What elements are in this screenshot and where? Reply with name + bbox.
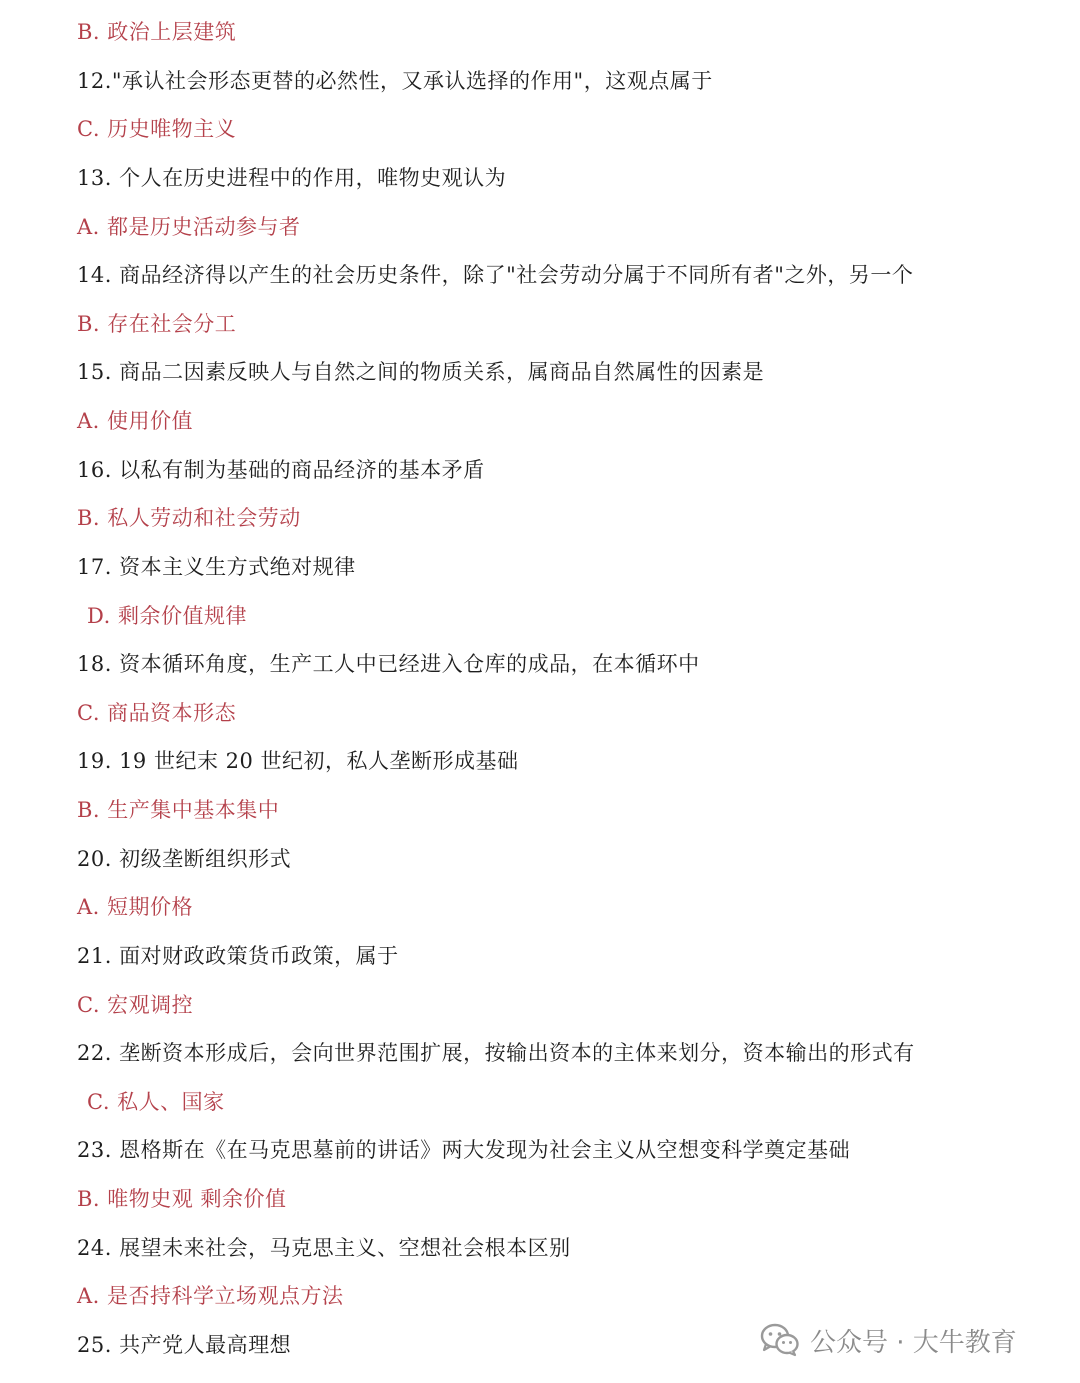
answer-line: A. 使用价值: [77, 409, 194, 433]
answer-line: B. 私人劳动和社会劳动: [77, 506, 301, 530]
question-line: 21. 面对财政政策货币政策，属于: [77, 944, 399, 968]
answer-line: D. 剩余价值规律: [87, 604, 247, 628]
question-line: 24. 展望未来社会，马克思主义、空想社会根本区别: [77, 1236, 571, 1260]
answer-line: A. 是否持科学立场观点方法: [77, 1284, 344, 1308]
question-line: 25. 共产党人最高理想: [77, 1333, 292, 1357]
question-line: 23. 恩格斯在《在马克思墓前的讲话》两大发现为社会主义从空想变科学奠定基础: [77, 1138, 851, 1162]
watermark: [760, 1318, 1017, 1362]
answer-line: A. 都是历史活动参与者: [77, 215, 301, 239]
answer-line: C. 宏观调控: [77, 993, 194, 1017]
question-line: 12."承认社会形态更替的必然性，又承认选择的作用"，这观点属于: [77, 69, 713, 93]
question-line: 15. 商品二因素反映人与自然之间的物质关系，属商品自然属性的因素是: [77, 360, 765, 384]
wechat-icon: [760, 1323, 800, 1357]
answer-line: C. 历史唯物主义: [77, 117, 237, 141]
answer-line: A. 短期价格: [77, 895, 194, 919]
answer-line: C. 私人、国家: [87, 1090, 225, 1114]
answer-line: C. 商品资本形态: [77, 701, 237, 725]
question-line: 20. 初级垄断组织形式: [77, 847, 292, 871]
question-line: 13. 个人在历史进程中的作用，唯物史观认为: [77, 166, 507, 190]
question-line: 22. 垄断资本形成后，会向世界范围扩展，按输出资本的主体来划分，资本输出的形式有: [77, 1041, 915, 1065]
answer-line: B. 唯物史观 剩余价值: [77, 1187, 287, 1211]
answer-line: B. 存在社会分工: [77, 312, 237, 336]
answer-line: B. 政治上层建筑: [77, 20, 237, 44]
question-line: 16. 以私有制为基础的商品经济的基本矛盾: [77, 458, 485, 482]
watermark-text: 公众号 · 大牛教育: [810, 1327, 1017, 1358]
question-line: 18. 资本循环角度，生产工人中已经进入仓库的成品，在本循环中: [77, 652, 700, 676]
question-line: 19. 19 世纪末 20 世纪初，私人垄断形成基础: [77, 749, 519, 773]
question-line: 14. 商品经济得以产生的社会历史条件，除了"社会劳动分属于不同所有者"之外，另一个: [77, 263, 914, 287]
question-line: 17. 资本主义生方式绝对规律: [77, 555, 356, 579]
answer-line: B. 生产集中基本集中: [77, 798, 280, 822]
